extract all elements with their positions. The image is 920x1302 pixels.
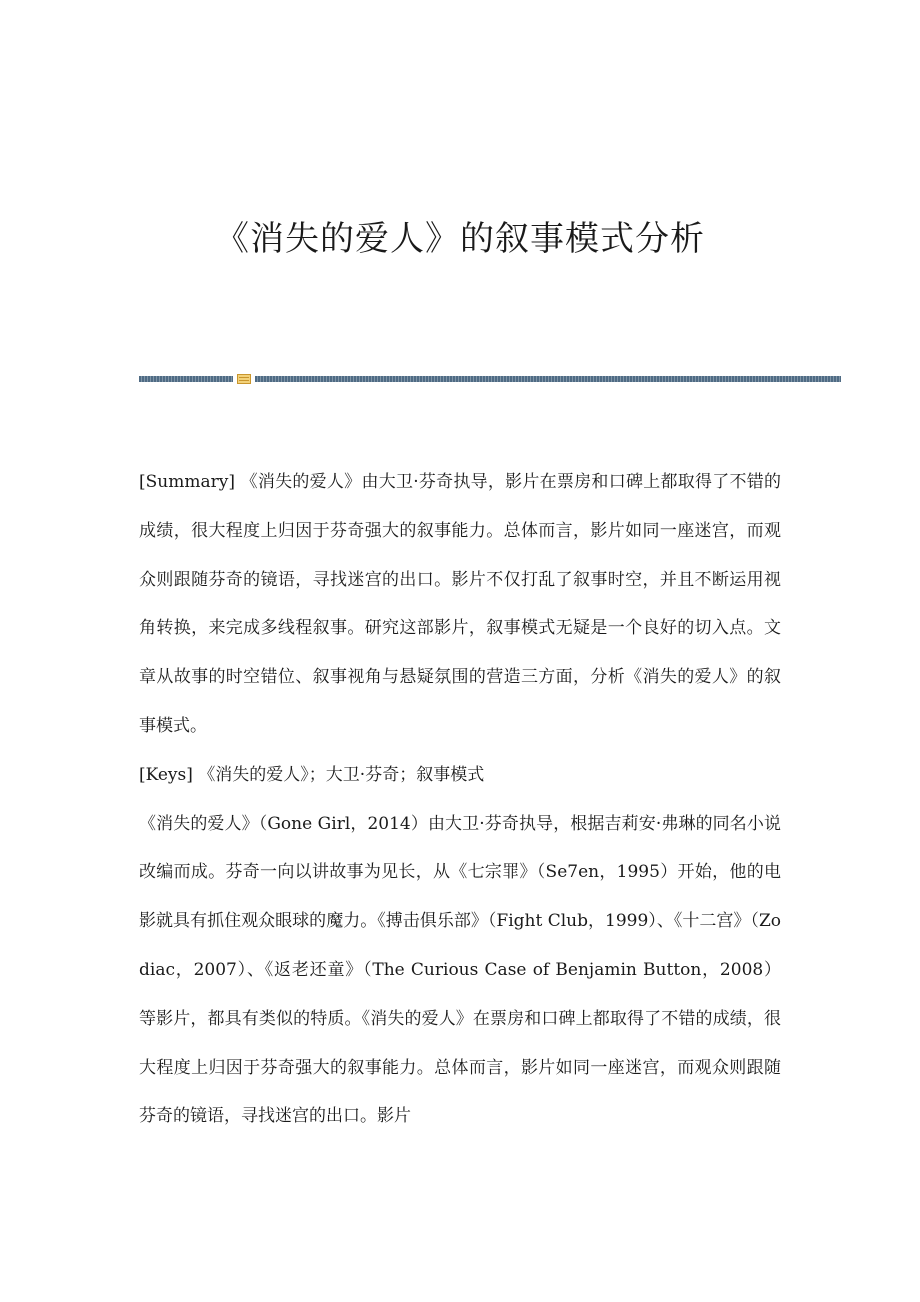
summary-label: [Summary] — [139, 472, 235, 492]
summary-text: 《消失的爱人》由大卫·芬奇执导，影片在票房和口碑上都取得了不错的成绩，很大程度上归因于芬奇强大的叙事能力。总体而言，影片如同一座迷宫，而观众则跟随芬奇的镜语，寻找迷宫的出口。影片不仅打乱了叙事时空，并且不断运用视角转换，来完成多线程叙事。研究这部影片，叙事模式无疑是一个良好的切入点。文章从故事的时空错位、叙事视角与悬疑氛围的营造三方面，分析《消失的爱人》的叙事模式。 — [139, 472, 782, 736]
divider-bar-left — [139, 376, 233, 382]
body-paragraph: 《消失的爱人》（Gone Girl，2014）由大卫·芬奇执导，根据吉莉安·弗琳的同名小说改编而成。芬奇一向以讲故事为见长，从《七宗罪》（Se7en，1995）开始，他的电影就具有抓住观众眼球的魔力。《搏击俱乐部》（Fight Club，1999）、《十二宫》（Zodiac，2007）、《返老还童》（The Curious Case of Benjamin Button，2008）等影片，都具有类似的特质。《消失的爱人》在票房和口碑上都取得了不错的成绩，很大程度上归因于芬奇强大的叙事能力。总体而言，影片如同一座迷宫，而观众则跟随芬奇的镜语，寻找迷宫的出口。影片 — [139, 813, 781, 1127]
keys-text: 《消失的爱人》；大卫·芬奇；叙事模式 — [198, 764, 485, 785]
divider-bar-right — [255, 376, 841, 382]
title-divider — [139, 374, 841, 384]
page-title: 《消失的爱人》的叙事模式分析 — [215, 219, 705, 259]
keys-label: [Keys] — [139, 764, 193, 785]
article-body — [139, 458, 781, 1141]
ornament-icon — [237, 374, 251, 384]
keys-paragraph — [139, 751, 781, 800]
summary-paragraph — [139, 458, 781, 751]
